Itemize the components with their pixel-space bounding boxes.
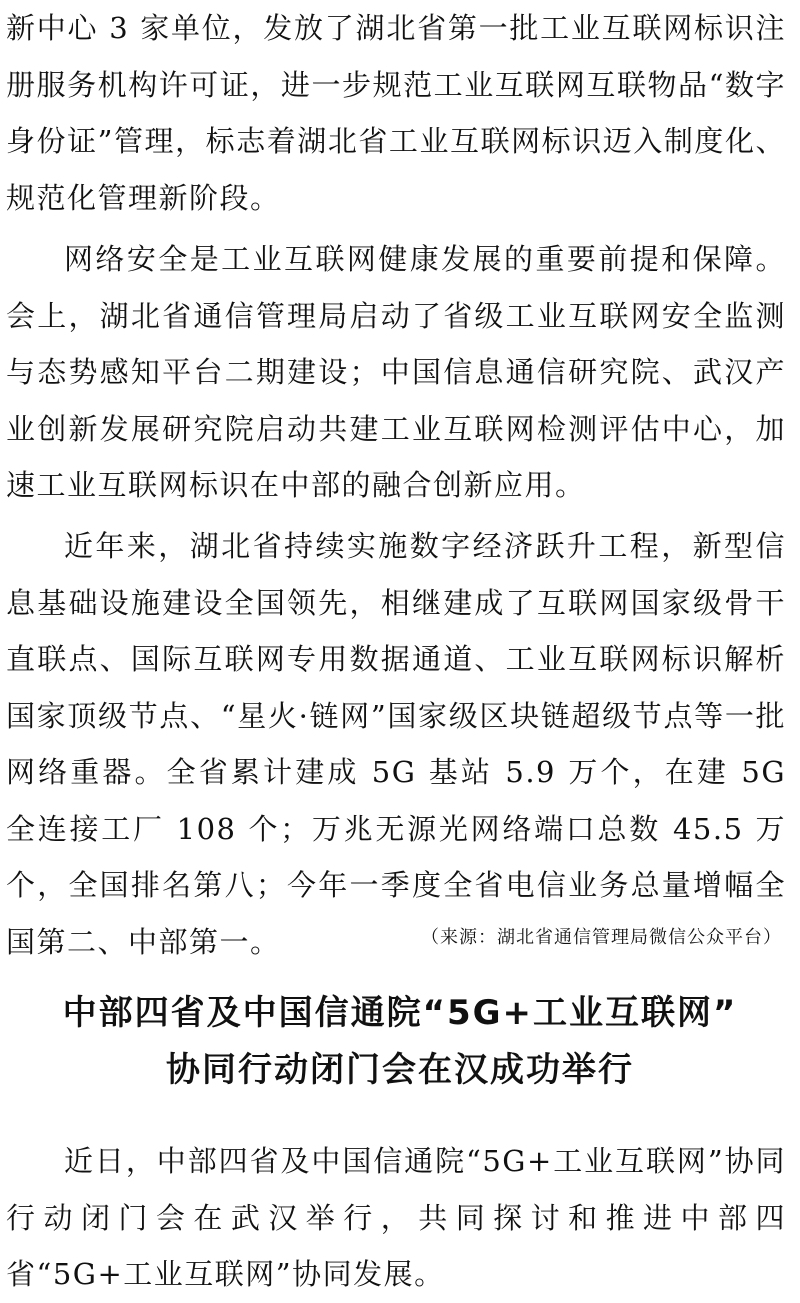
next-article-title-line-2: 协同行动闭门会在汉成功举行 (166, 1050, 634, 1090)
next-article-title-line-1: 中部四省及中国信通院“5G+工业互联网” (62, 993, 738, 1033)
next-article-paragraph-1: 近日，中部四省及中国信通院“5G+工业互联网”协同行动闭门会在武汉举行，共同探讨和推进中部四省“5G+工业互联网”协同发展。 (6, 1144, 786, 1291)
source-attribution: （来源：湖北省通信管理局微信公众平台） (421, 927, 782, 948)
article-paragraph-3: 近年来，湖北省持续实施数字经济跃升工程，新型信息基础设施建设全国领先，相继建成了互联网国家级骨干直联点、国际互联网专用数据通道、工业互联网标识解析国家顶级节点、“星火·链网”国家级区块链超级节点等一批网络重器。全省累计建成 5G 基站 5.9 万个，在建 5G 全连接工厂 108 个；万兆无源光网络端口总数 45.5 万个，全国排名第八；今年一季度全省电信业务总量增幅全国第二、中部第一。 (6, 529, 786, 959)
article-paragraph-1: 新中心 3 家单位，发放了湖北省第一批工业互联网标识注册服务机构许可证，进一步规范工业互联网互联物品“数字身份证”管理，标志着湖北省工业互联网标识迈入制度化、规范化管理新阶段。 (6, 11, 786, 215)
article-paragraph-2: 网络安全是工业互联网健康发展的重要前提和保障。会上，湖北省通信管理局启动了省级工业互联网安全监测与态势感知平台二期建设；中国信息通信研究院、武汉产业创新发展研究院启动共建工业互联网检测评估中心，加速工业互联网标识在中部的融合创新应用。 (6, 242, 786, 502)
